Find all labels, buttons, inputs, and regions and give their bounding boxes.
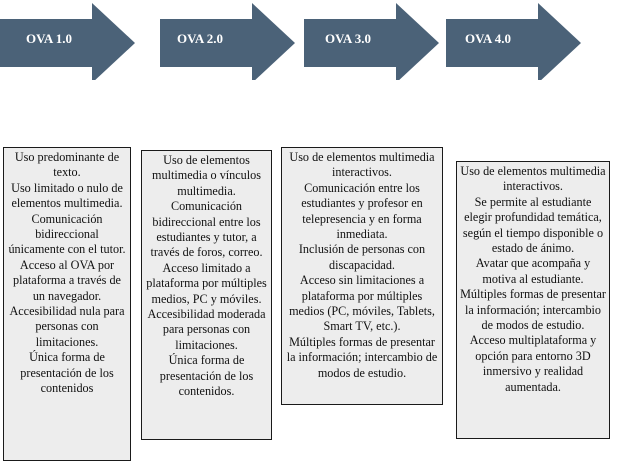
description-line: Accesibilidad nula para personas con limitaciones. [9, 304, 125, 349]
stage-description-box-2 [141, 150, 272, 440]
description-line: Uso de elementos multimedia o vínculos multimedia. [152, 153, 261, 198]
stage-description-box-4 [456, 161, 610, 439]
description-line: Inclusión de personas con discapacidad. [298, 242, 426, 272]
stage-arrow-3 [304, 0, 440, 80]
description-line: Uso de elementos multimedia interactivos. [460, 164, 606, 194]
description-line: Acceso al OVA por plataforma a través de un navegador. [13, 257, 121, 303]
stage-label: OVA 1.0 [26, 31, 72, 46]
description-line: Múltiples formas de presentar la información; intercambio de modos de estudio. [460, 287, 606, 333]
stage-label: OVA 2.0 [177, 31, 223, 46]
description-line: Única forma de presentación de los contenidos [20, 350, 114, 396]
stage-description-box-1 [3, 147, 131, 461]
description-line: Uso de elementos multimedia interactivos. [289, 150, 435, 180]
description-line: Acceso multiplataforma y opción para entorno 3D inmersivo y realidad aumentada. [469, 333, 597, 394]
description-line: Múltiples formas de presentar la información; intercambio de modos de estudio. [286, 334, 438, 380]
stage-arrow-1 [0, 0, 136, 80]
stage-label: OVA 4.0 [465, 31, 511, 46]
description-line: Acceso limitado a plataforma por múltiples medios, PC y móviles. [146, 260, 267, 306]
stage-arrow-2 [160, 0, 296, 80]
stage-arrow-4 [446, 0, 582, 80]
stage-label: OVA 3.0 [325, 31, 371, 46]
description-line: Comunicación bidireccional únicamente con el tutor. [8, 211, 126, 257]
description-line: Única forma de presentación de los contenidos. [159, 353, 254, 399]
description-line: Avatar que acompaña y motiva al estudiante. [475, 256, 591, 286]
description-line: Acceso sin limitaciones a plataforma por múltiples medios (PC, móviles, Tablets, Smart TV, etc.). [289, 273, 435, 334]
description-line: Accesibilidad moderada para personas con limitaciones. [147, 307, 266, 352]
stage-description-box-3 [281, 147, 443, 405]
description-line: Comunicación bidireccional entre los estudiantes y tutor, a través de foros, correo. [150, 199, 263, 260]
description-line: Se permite al estudiante elegir profundidad temática, según el tiempo disponible o estado de ánimo. [462, 194, 604, 256]
description-line: Uso limitado o nulo de elementos multimedia. [11, 180, 123, 211]
description-line: Comunicación entre los estudiantes y profesor en telepresencia y en forma inmediata. [301, 180, 423, 242]
description-line: Uso predominante de texto. [14, 150, 120, 180]
